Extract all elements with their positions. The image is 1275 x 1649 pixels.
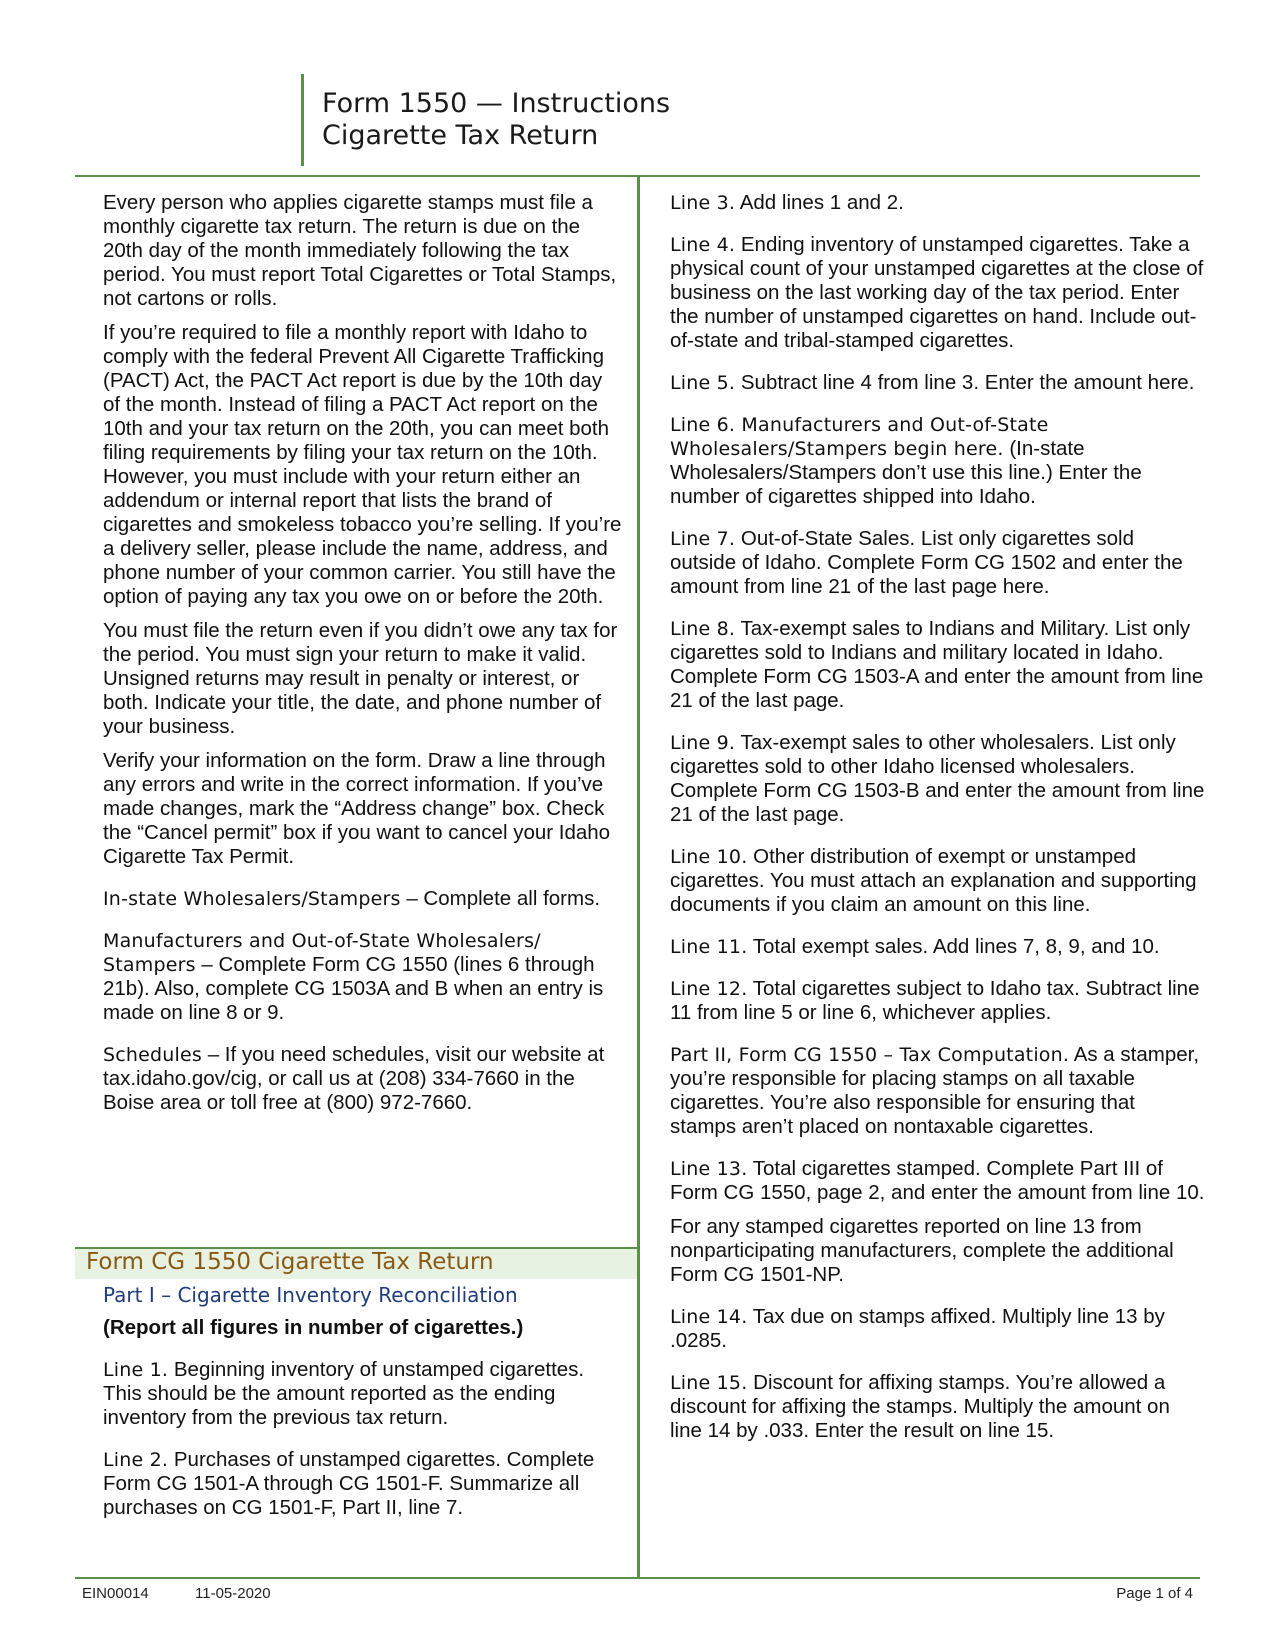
line-6: Line 6. Manufacturers and Out-of-State Wholesalers/Stampers begin here. (In-state Wholesalers/Stampers don’t use this line.) Enter the number of cigarettes shipped into Idaho.: [670, 414, 1142, 508]
schedules-paragraph: Schedules – If you need schedules, visit our website at tax.idaho.gov/cig, or call us at (208) 334-7660 in the Boise area or toll free at (800) 972-7660.: [103, 1043, 605, 1114]
line-8: Line 8. Tax-exempt sales to Indians and Military. List only cigarettes sold to Indians and military located in Idaho. Complete Form CG 1503-A and enter the amount from line 21 of the last page.: [670, 617, 1204, 712]
title-divider: [301, 74, 304, 166]
part-two-paragraph: Part II, Form CG 1550 – Tax Computation. As a stamper, you’re responsible for placing stamps on all taxable cigarettes. You’re also responsible for ensuring that stamps aren’t placed on nontaxable cigarettes.: [670, 1043, 1200, 1138]
line-1: Line 1. Beginning inventory of unstamped cigarettes. This should be the amount reported as the ending inventory from the previous tax return.: [103, 1358, 585, 1429]
right-column: [670, 191, 1205, 1461]
line-10: Line 10. Other distribution of exempt or unstamped cigarettes. You must attach an explanation and supporting documents if you claim an amount on this line.: [670, 845, 1197, 916]
line-14: Line 14. Tax due on stamps affixed. Multiply line 13 by .0285.: [670, 1305, 1165, 1352]
instate-paragraph: In-state Wholesalers/Stampers – Complete all forms.: [103, 887, 601, 910]
line-2: Line 2. Purchases of unstamped cigarettes. Complete Form CG 1501-A through CG 1501-F. Summarize all purchases on CG 1501-F, Part II, line 7.: [103, 1448, 595, 1519]
title-line-2: Cigarette Tax Return: [322, 120, 599, 151]
line-5: Line 5. Subtract line 4 from line 3. Enter the amount here.: [670, 371, 1195, 394]
line-3: Line 3. Add lines 1 and 2.: [670, 191, 904, 214]
section-title: Form CG 1550 Cigarette Tax Return: [86, 1249, 494, 1275]
left-column: [103, 191, 623, 1125]
sign-paragraph: You must file the return even if you didn’t owe any tax for the period. You must sign your return to make it valid. Unsigned returns may result in penalty or interest, or both. Indicate your title, the date, and phone number of your business.: [103, 619, 618, 738]
line-9: Line 9. Tax-exempt sales to other wholesalers. List only cigarettes sold to other Idaho licensed wholesalers. Complete Form CG 1503-B and enter the amount from line 21 of the last page.: [670, 731, 1205, 826]
line-12: Line 12. Total cigarettes subject to Idaho tax. Subtract line 11 from line 5 or line 6, whichever applies.: [670, 977, 1200, 1024]
title-line-1: Form 1550 — Instructions: [322, 88, 671, 119]
line-13: Line 13. Total cigarettes stamped. Complete Part III of Form CG 1550, page 2, and enter the amount from line 10.: [670, 1157, 1205, 1204]
intro-paragraph: Every person who applies cigarette stamps must file a monthly cigarette tax return. The return is due on the 20th day of the month immediately following the tax period. You must report Total Cigarettes or Total Stamps, not cartons or rolls.: [103, 191, 617, 310]
bottom-rule: [75, 1577, 1200, 1579]
line-11: Line 11. Total exempt sales. Add lines 7, 8, 9, and 10.: [670, 935, 1160, 958]
page-title: [322, 88, 670, 152]
line-4: Line 4. Ending inventory of unstamped cigarettes. Take a physical count of your unstamped cigarettes at the close of business on the last working day of the tax period. Enter the number of unstamped cigarettes on hand. Include out-of-state and tribal-stamped cigarettes.: [670, 233, 1204, 352]
verify-paragraph: Verify your information on the form. Draw a line through any errors and write in the correct information. If you’ve made changes, mark the “Address change” box. Check the “Cancel permit” box if you want to cancel your Idaho Cigarette Tax Permit.: [103, 749, 611, 868]
report-note: (Report all figures in number of cigarettes.): [103, 1316, 524, 1339]
line-7: Line 7. Out-of-State Sales. List only cigarettes sold outside of Idaho. Complete Form CG 1502 and enter the amount from line 21 of the last page here.: [670, 527, 1183, 598]
line-15: Line 15. Discount for affixing stamps. You’re allowed a discount for affixing the stamps. Multiply the amount on line 14 by .033. Enter the result on line 15.: [670, 1371, 1170, 1442]
column-divider: [637, 176, 640, 1578]
part-title: Part I – Cigarette Inventory Reconciliation: [103, 1283, 518, 1307]
nonparticipating-paragraph: For any stamped cigarettes reported on line 13 from nonparticipating manufacturers, complete the additional Form CG 1501-NP.: [670, 1215, 1174, 1286]
pact-paragraph: If you’re required to file a monthly report with Idaho to comply with the federal Prevent All Cigarette Trafficking (PACT) Act, the PACT Act report is due by the 10th day of the month. Instead of filing a PACT Act report on the 10th and your tax return on the 20th, you can meet both filing requirements by filing your tax return on the 10th. However, you must include with your return either an addendum or internal report that lists the brand of cigarettes and smokeless tobacco you’re selling. If you’re a delivery seller, please include the name, address, and phone number of your common carrier. You still have the option of paying any tax you owe on or before the 20th.: [103, 321, 622, 608]
form-code: EIN00014: [82, 1585, 149, 1602]
manufacturers-paragraph: Manufacturers and Out-of-State Wholesalers/ Stampers – Complete Form CG 1550 (lines 6 through 21b). Also, complete CG 1503A and B when an entry is made on line 8 or 9.: [103, 930, 604, 1024]
page-number: Page 1 of 4: [1116, 1585, 1193, 1602]
part-one-content: [103, 1316, 623, 1530]
revision-date: 11-05-2020: [195, 1585, 271, 1602]
